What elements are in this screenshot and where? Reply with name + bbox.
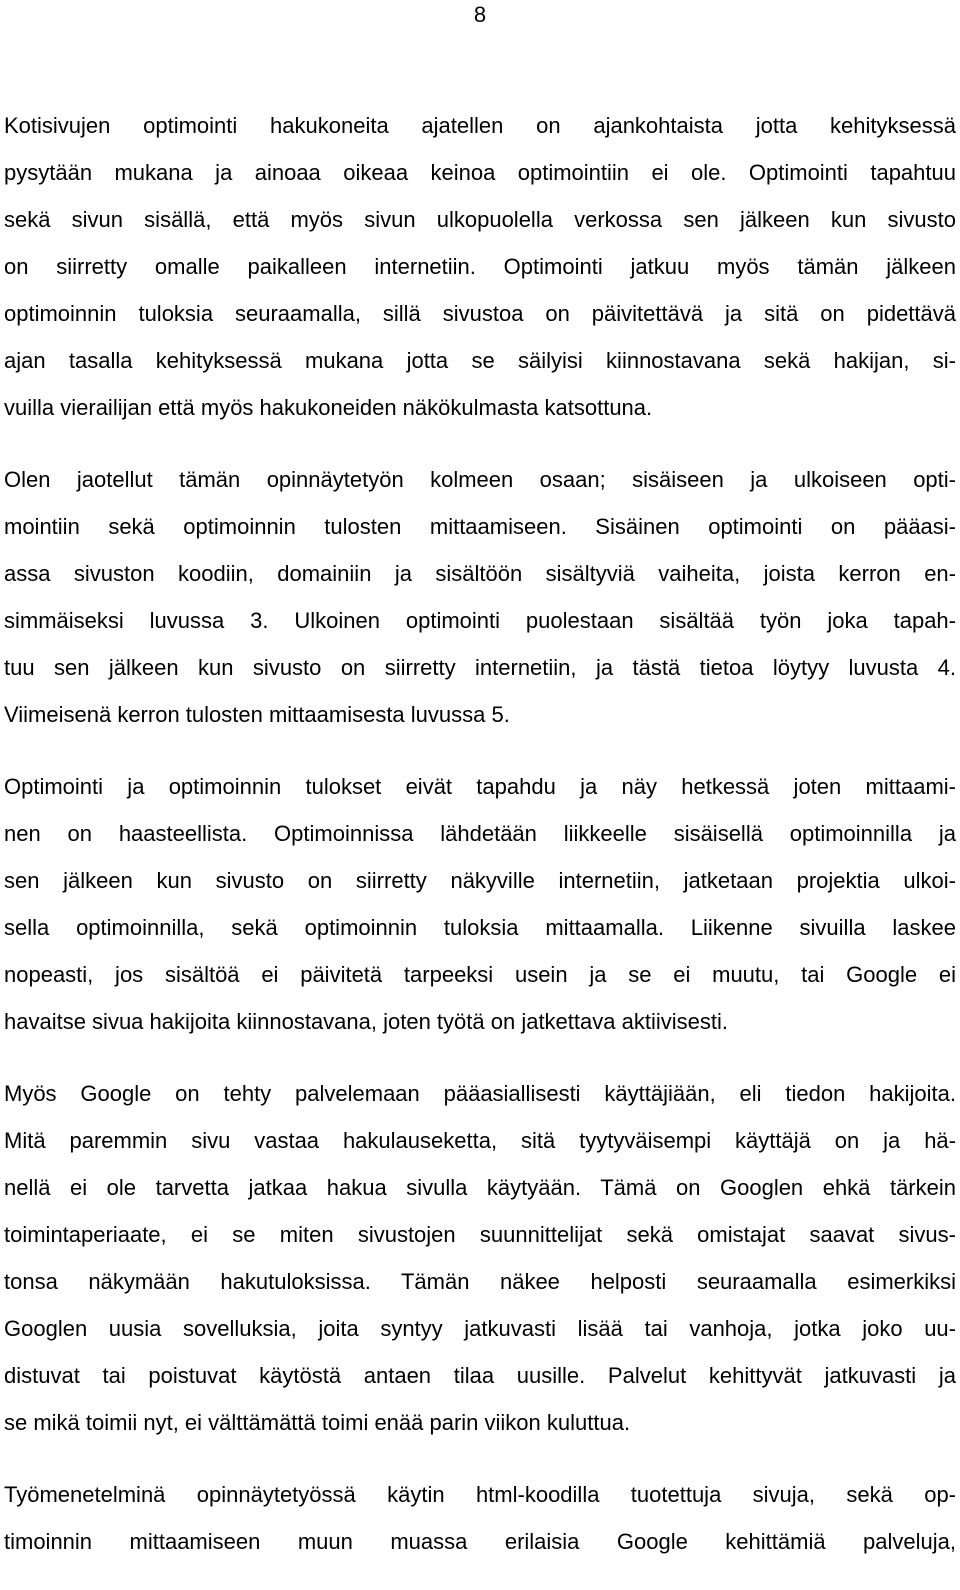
text-line: Työmenetelminä opinnäytetyössä käytin html-koodilla tuotettuja sivuja, sekä op- [4,1482,956,1507]
paragraph-4 [4,1070,956,1446]
text-line: Viimeisenä kerron tulosten mittaamisesta luvussa 5. [4,702,510,727]
text-line: Kotisivujen optimointi hakukoneita ajatellen on ajankohtaista jotta kehityksessä [4,113,956,138]
text-line: optimoinnin tuloksia seuraamalla, sillä sivustoa on päivitettävä ja sitä on pidettävä [4,301,956,326]
paragraph-3 [4,763,956,1045]
text-line: sen jälkeen kun sivusto on siirretty näkyville internetiin, jatketaan projektia ulkoi- [4,868,956,893]
text-line: ajan tasalla kehityksessä mukana jotta se säilyisi kiinnostavana sekä hakijan, si- [4,348,956,373]
text-line: assa sivuston koodiin, domainiin ja sisältöön sisältyviä vaiheita, joista kerron en- [4,561,956,586]
text-line: sekä sivun sisällä, että myös sivun ulkopuolella verkossa sen jälkeen kun sivusto [4,207,956,232]
paragraph-5 [4,1471,956,1565]
text-line: Olen jaotellut tämän opinnäytetyön kolmeen osaan; sisäiseen ja ulkoiseen opti- [4,467,956,492]
text-line: vuilla vierailijan että myös hakukoneiden näkökulmasta katsottuna. [4,395,653,420]
text-line: pysytään mukana ja ainoaa oikeaa keinoa optimointiin ei ole. Optimointi tapahtuu [4,160,956,185]
paragraph-1 [4,102,956,431]
text-line: nopeasti, jos sisältöä ei päivitetä tarpeeksi usein ja se ei muutu, tai Google ei [4,962,956,987]
text-line: distuvat tai poistuvat käytöstä antaen tilaa uusille. Palvelut kehittyvät jatkuvasti ja [4,1363,956,1388]
text-line: sella optimoinnilla, sekä optimoinnin tuloksia mittaamalla. Liikenne sivuilla laskee [4,915,956,940]
document-body [4,102,956,1590]
text-line: simmäiseksi luvussa 3. Ulkoinen optimointi puolestaan sisältää työn joka tapah- [4,608,956,633]
text-line: Mitä paremmin sivu vastaa hakulauseketta, sitä tyytyväisempi käyttäjä on ja hä- [4,1128,956,1153]
text-line: tuu sen jälkeen kun sivusto on siirretty internetiin, ja tästä tietoa löytyy luvusta 4. [4,655,956,680]
page-number: 8 [473,2,487,27]
text-line: toimintaperiaate, ei se miten sivustojen suunnittelijat sekä omistajat saavat sivus- [4,1222,956,1247]
text-line: tonsa näkymään hakutuloksissa. Tämän näkee helposti seuraamalla esimerkiksi [4,1269,956,1294]
text-line: Optimointi ja optimoinnin tulokset eivät tapahdu ja näy hetkessä joten mittaami- [4,774,956,799]
text-line: nen on haasteellista. Optimoinnissa lähdetään liikkeelle sisäisellä optimoinnilla ja [4,821,956,846]
text-line: Googlen uusia sovelluksia, joita syntyy jatkuvasti lisää tai vanhoja, jotka joko uu- [4,1316,956,1341]
paragraph-2 [4,456,956,738]
text-line: havaitse sivua hakijoita kiinnostavana, joten työtä on jatkettava aktiivisesti. [4,1009,728,1034]
text-line: se mikä toimii nyt, ei välttämättä toimi enää parin viikon kuluttua. [4,1410,631,1435]
text-line: Myös Google on tehty palvelemaan pääasiallisesti käyttäjiään, eli tiedon hakijoita. [4,1081,956,1106]
text-line: mointiin sekä optimoinnin tulosten mittaamiseen. Sisäinen optimointi on pääasi- [4,514,956,539]
text-line: nellä ei ole tarvetta jatkaa hakua sivulla käytyään. Tämä on Googlen ehkä tärkein [4,1175,956,1200]
text-line: on siirretty omalle paikalleen internetiin. Optimointi jatkuu myös tämän jälkeen [4,254,956,279]
text-line: timoinnin mittaamiseen muun muassa erilaisia Google kehittämiä palveluja, [4,1529,956,1554]
